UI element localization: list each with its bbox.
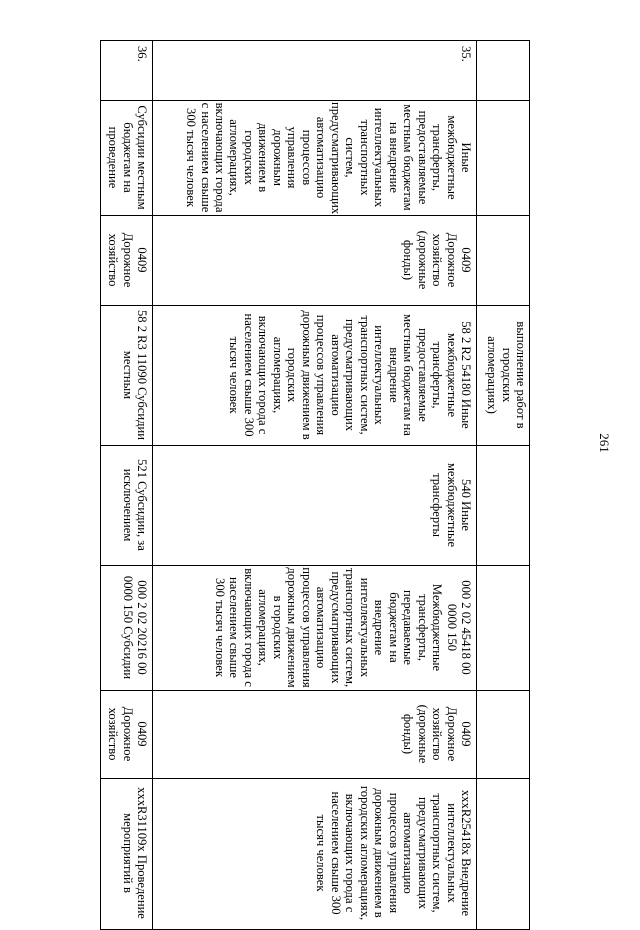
row-36-name: Субсидии местным бюджетам на проведение [106, 105, 149, 210]
budget-table [100, 40, 530, 930]
row-35-name: Иные межбюджетные трансферты, предоставляемые местным бюджетам на внедрение интеллектуальных транспортных систем, предусматривающих автоматизацию процессов управления дорожным движением в городских агломерациях, включающих города с населением свыше 300 тысяч человек [184, 102, 473, 215]
row-35-section: 0409 Дорожное хозяйство (дорожные фонды) [401, 230, 473, 290]
row-35-target: 58 2 R2 54180 Иные межбюджетные трансферты, предоставляемые местным бюджетам на внедрение интеллектуальных транспортных систем, предусматривающих автоматизацию процессов управления дорожным движением в городских агломерациях, включающих города с населением свыше 300 тысяч человек [227, 310, 473, 440]
row-36-section: 0409 Дорожное хозяйство [106, 232, 149, 288]
row-divider [152, 40, 153, 930]
row-divider [476, 40, 477, 930]
row-36-number: 36. [135, 46, 149, 62]
row-36-expense-type: 521 Субсидии, за исключением [120, 459, 149, 551]
row-35-number: 35. [459, 46, 473, 62]
page-number: 261 [597, 433, 612, 453]
row-36-income: 000 2 02 20216 00 0000 150 Субсидии [120, 575, 149, 680]
row-36-code: xxxR31109x Проведение мероприятий в [120, 787, 149, 919]
row-35-income: 000 2 02 45418 00 0000 150 Межбюджетные трансферты, передаваемые бюджетам на внедрение интеллектуальных транспортных систем, предусматривающих автоматизацию процессов управления дорожным движением в городских агломерациях, включающих города с населением свыше 300 тысяч человек [213, 567, 473, 688]
row-35-code: xxxR25418x Внедрение интеллектуальных транспортных систем, предусматривающих автоматизацию процессов управления дорожным движением в городских агломерациях, включающих города с населением свыше 300 тысяч человек [314, 785, 473, 921]
continuation-target-cell: выполнение работ в городских агломерациях) [485, 321, 528, 429]
row-36-target: 58 2 R3 11090 Субсидии местным [120, 309, 149, 441]
row-35-expense-type: 540 Иные межбюджетные трансферты [430, 462, 473, 548]
row-35-section2: 0409 Дорожное хозяйство (дорожные фонды) [401, 704, 473, 764]
row-36-section2: 0409 Дорожное хозяйство [106, 706, 149, 762]
